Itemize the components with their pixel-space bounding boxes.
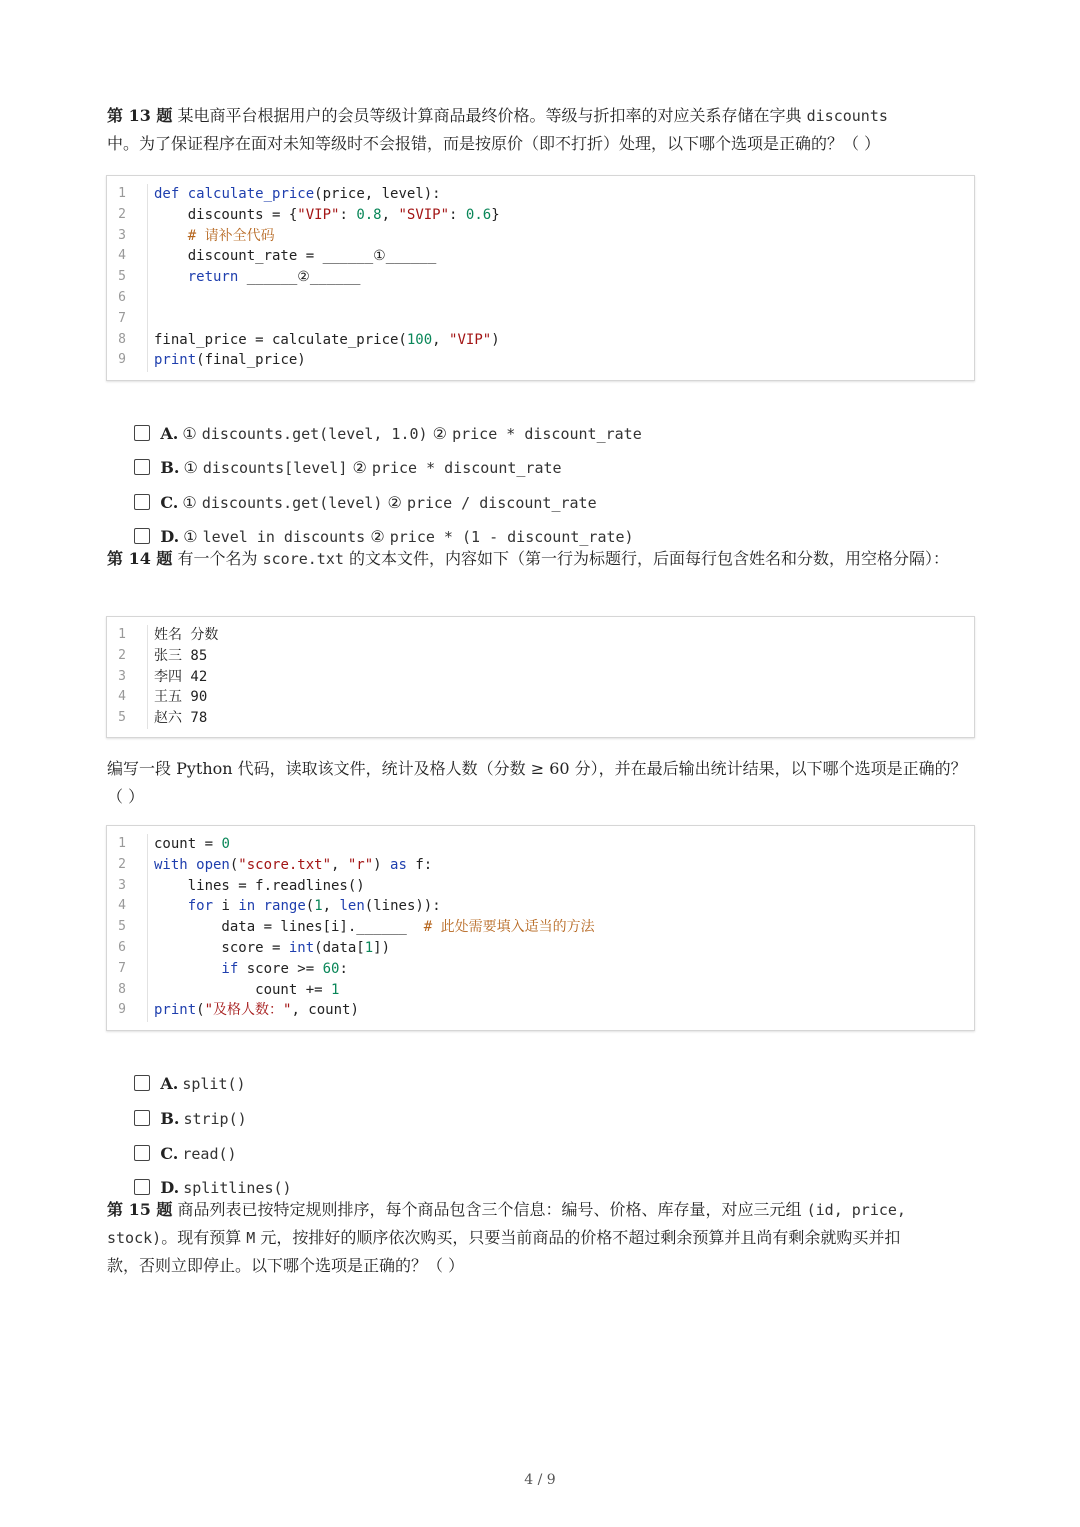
code-token: 1 bbox=[331, 981, 340, 998]
q13-text2: 中。为了保证程序在面对未知等级时不会报错，而是按原价（即不打折）处理，以下哪个选项是正确的？（ ） bbox=[107, 134, 881, 153]
q15-label: 第 15 题 bbox=[107, 1200, 173, 1219]
code-token: 100 bbox=[406, 331, 433, 348]
code-token: print bbox=[154, 1002, 197, 1019]
option-letter: C. bbox=[160, 1144, 179, 1163]
code-token: (data[ bbox=[314, 939, 365, 956]
code-line bbox=[107, 309, 974, 330]
line-number: 3 bbox=[118, 877, 126, 893]
code-token: , bbox=[432, 331, 450, 348]
q15-text1: 商品列表已按特定规则排序，每个商品包含三个信息：编号、价格、库存量，对应三元组 bbox=[177, 1200, 802, 1219]
option-letter: A. bbox=[160, 1074, 179, 1093]
code-token: "VIP" bbox=[297, 206, 340, 223]
q13-stem bbox=[107, 102, 973, 158]
option-code: discounts.get(level, 1.0) bbox=[201, 425, 428, 443]
q15-stem bbox=[107, 1196, 973, 1280]
q15-text3: 元，按排好的顺序依次购买，只要当前商品的价格不超过剩余预算并且尚有剩余就购买并扣 bbox=[260, 1228, 901, 1247]
q14-code-block bbox=[106, 825, 975, 1031]
q14-option-c[interactable] bbox=[114, 1118, 237, 1163]
code-token: score = bbox=[154, 939, 289, 956]
line-number: 2 bbox=[118, 206, 126, 222]
q14-file-block bbox=[106, 616, 975, 738]
code-token: ]) bbox=[373, 939, 391, 956]
option-code: level in discounts bbox=[202, 528, 366, 546]
code-line bbox=[107, 980, 974, 1001]
line-number: 7 bbox=[118, 310, 126, 326]
blank-marker: ① bbox=[182, 493, 197, 512]
code-token: : bbox=[449, 206, 466, 223]
code-line bbox=[107, 267, 974, 288]
code-token: , count) bbox=[291, 1002, 359, 1019]
code-token: (price, level): bbox=[314, 186, 441, 202]
q13-code-word: discounts bbox=[806, 107, 888, 125]
code-token bbox=[255, 898, 263, 914]
q15-text2: 。现有预算 bbox=[161, 1228, 242, 1247]
line-number: 5 bbox=[118, 269, 126, 285]
blank-marker: ① bbox=[182, 424, 197, 443]
q13-text1: 某电商平台根据用户的会员等级计算商品最终价格。等级与折扣率的对应关系存储在字典 bbox=[177, 106, 802, 125]
line-number: 2 bbox=[118, 647, 126, 663]
line-number: 7 bbox=[118, 960, 126, 976]
q14-stem bbox=[107, 545, 973, 573]
line-number: 1 bbox=[118, 186, 126, 201]
code-token: in bbox=[238, 898, 256, 915]
code-token: return bbox=[154, 269, 239, 286]
file-line bbox=[107, 667, 974, 688]
option-code: read() bbox=[182, 1145, 237, 1163]
q13-label: 第 13 题 bbox=[107, 106, 173, 125]
code-token: "score.txt" bbox=[238, 856, 332, 873]
code-line bbox=[107, 184, 974, 205]
file-line-text: 张三 85 bbox=[154, 647, 208, 664]
file-line-text: 赵六 78 bbox=[154, 710, 208, 727]
q14-task: 编写一段 Python 代码，读取该文件，统计及格人数（分数 ≥ 60 分），并在最后输出统计结果，以下哪个选项是正确的？（ ） bbox=[107, 759, 967, 806]
code-token: "r" bbox=[347, 856, 374, 873]
code-token: calculate_price bbox=[187, 186, 315, 202]
option-code: discounts.get(level) bbox=[201, 494, 383, 512]
code-token: count = bbox=[154, 836, 222, 852]
file-line bbox=[107, 625, 974, 646]
code-token: 1 bbox=[364, 939, 374, 956]
q15-tuple-b: stock) bbox=[107, 1229, 162, 1247]
code-line bbox=[107, 1000, 974, 1021]
code-line bbox=[107, 855, 974, 876]
code-line bbox=[107, 834, 974, 855]
code-token: def bbox=[154, 186, 180, 202]
line-number: 4 bbox=[118, 898, 126, 914]
code-comment: # 请补全代码 bbox=[154, 227, 275, 244]
code-line bbox=[107, 330, 974, 351]
line-number: 9 bbox=[118, 352, 126, 368]
q13-option-b[interactable] bbox=[114, 432, 562, 477]
line-number: 2 bbox=[118, 856, 126, 872]
option-code: price * discount_rate bbox=[371, 459, 562, 477]
checkbox[interactable] bbox=[134, 1179, 150, 1195]
code-token: discount_rate = ______①______ bbox=[154, 248, 437, 265]
q13-option-d[interactable] bbox=[114, 501, 634, 546]
line-number: 4 bbox=[118, 248, 126, 264]
code-line bbox=[107, 896, 974, 917]
code-token: count += bbox=[154, 981, 332, 998]
option-letter: B. bbox=[160, 1109, 180, 1128]
line-number: 1 bbox=[118, 627, 126, 642]
q14-option-d[interactable] bbox=[114, 1152, 292, 1197]
code-token: i bbox=[213, 898, 239, 915]
code-token: 0 bbox=[221, 836, 230, 852]
code-line bbox=[107, 246, 974, 267]
blank-marker: ② bbox=[370, 527, 385, 546]
code-token: with open bbox=[154, 856, 230, 873]
code-token: , bbox=[381, 206, 399, 223]
blank-marker: ① bbox=[183, 527, 198, 546]
line-number: 6 bbox=[118, 939, 126, 955]
code-token: ( bbox=[305, 898, 315, 915]
code-token: (lines)): bbox=[364, 898, 441, 915]
q14-label: 第 14 题 bbox=[107, 549, 173, 568]
code-token: 0.8 bbox=[356, 206, 382, 223]
file-line bbox=[107, 646, 974, 667]
q14-option-b[interactable] bbox=[114, 1083, 247, 1128]
option-code: split() bbox=[182, 1075, 246, 1093]
file-line-text: 姓名 分数 bbox=[154, 627, 219, 643]
code-line bbox=[107, 876, 974, 897]
code-token: } bbox=[491, 206, 500, 223]
line-number: 9 bbox=[118, 1002, 126, 1018]
code-token: data = lines[i].______ bbox=[154, 919, 424, 936]
option-letter: D. bbox=[160, 527, 180, 546]
code-token: : bbox=[339, 960, 348, 977]
code-token: lines = f.readlines() bbox=[154, 877, 365, 894]
code-line bbox=[107, 226, 974, 247]
blank-marker: ① bbox=[183, 458, 198, 477]
line-number: 3 bbox=[118, 668, 126, 684]
line-number: 4 bbox=[118, 689, 126, 705]
q15-text4: 款，否则立即停止。以下哪个选项是正确的？（ ） bbox=[107, 1256, 465, 1275]
file-line-text: 王五 90 bbox=[154, 689, 208, 706]
code-token: (final_price) bbox=[196, 352, 306, 369]
line-number: 5 bbox=[118, 919, 126, 935]
line-number: 5 bbox=[118, 710, 126, 726]
blank-marker: ② bbox=[387, 493, 402, 512]
code-token: f: bbox=[406, 856, 433, 873]
option-code: splitlines() bbox=[183, 1179, 292, 1197]
option-code: price / discount_rate bbox=[406, 494, 597, 512]
code-comment: # 此处需要填入适当的方法 bbox=[423, 919, 595, 936]
code-token: final_price = calculate_price( bbox=[154, 331, 407, 348]
checkbox[interactable] bbox=[134, 528, 150, 544]
code-token: 0.6 bbox=[465, 206, 492, 223]
q13-option-a[interactable] bbox=[114, 398, 642, 443]
line-number: 8 bbox=[118, 981, 126, 997]
option-letter: D. bbox=[160, 1178, 180, 1197]
code-token: , bbox=[322, 898, 340, 915]
code-token: ) bbox=[491, 331, 500, 348]
code-token: : bbox=[339, 206, 357, 223]
option-code: price * discount_rate bbox=[452, 425, 642, 443]
code-token: 60 bbox=[322, 960, 340, 977]
code-token: "及格人数：" bbox=[204, 1002, 292, 1019]
page-number: 4 / 9 bbox=[524, 1472, 556, 1488]
code-token: ) bbox=[373, 856, 391, 873]
code-token: "SVIP" bbox=[398, 206, 450, 223]
q14-text1: 有一个名为 bbox=[177, 549, 258, 568]
file-line bbox=[107, 708, 974, 729]
q14-code-word: score.txt bbox=[262, 550, 344, 568]
code-token: ______②______ bbox=[238, 269, 361, 286]
code-token: print bbox=[154, 352, 197, 369]
option-letter: C. bbox=[160, 493, 179, 512]
code-line bbox=[107, 959, 974, 980]
code-token: range bbox=[263, 898, 306, 915]
code-token: "VIP" bbox=[449, 331, 492, 348]
code-token: for bbox=[154, 898, 214, 915]
option-code: strip() bbox=[183, 1110, 247, 1128]
q13-code-block bbox=[106, 175, 975, 381]
code-line bbox=[107, 917, 974, 938]
option-code: discounts[level] bbox=[202, 459, 348, 477]
option-letter: A. bbox=[160, 424, 179, 443]
code-token: if bbox=[154, 960, 239, 977]
code-line bbox=[107, 350, 974, 371]
code-line bbox=[107, 288, 974, 309]
code-token: ( bbox=[229, 856, 239, 873]
q15-tuple-a: (id, price, bbox=[806, 1201, 906, 1219]
line-number: 3 bbox=[118, 227, 126, 243]
option-code: price * (1 - discount_rate) bbox=[389, 528, 634, 546]
code-token: as bbox=[390, 856, 407, 873]
code-line bbox=[107, 938, 974, 959]
q14-option-a[interactable] bbox=[114, 1048, 246, 1093]
file-line bbox=[107, 687, 974, 708]
line-number: 6 bbox=[118, 289, 126, 305]
code-token: 1 bbox=[314, 898, 323, 915]
q15-m: M bbox=[246, 1229, 256, 1247]
code-token: discounts = { bbox=[154, 206, 298, 223]
blank-marker: ② bbox=[432, 424, 447, 443]
code-token: ( bbox=[196, 1002, 205, 1019]
line-number: 8 bbox=[118, 331, 126, 347]
code-token: len bbox=[339, 898, 365, 915]
blank-marker: ② bbox=[352, 458, 367, 477]
code-token: int bbox=[288, 939, 315, 956]
code-token: , bbox=[331, 856, 348, 873]
option-letter: B. bbox=[160, 458, 180, 477]
file-line-text: 李四 42 bbox=[154, 668, 208, 685]
code-line bbox=[107, 205, 974, 226]
line-number: 1 bbox=[118, 836, 126, 851]
q14-text2: 的文本文件，内容如下（第一行为标题行，后面每行包含姓名和分数，用空格分隔）： bbox=[349, 549, 950, 568]
code-token: score >= bbox=[238, 960, 323, 977]
q13-option-c[interactable] bbox=[114, 467, 597, 512]
